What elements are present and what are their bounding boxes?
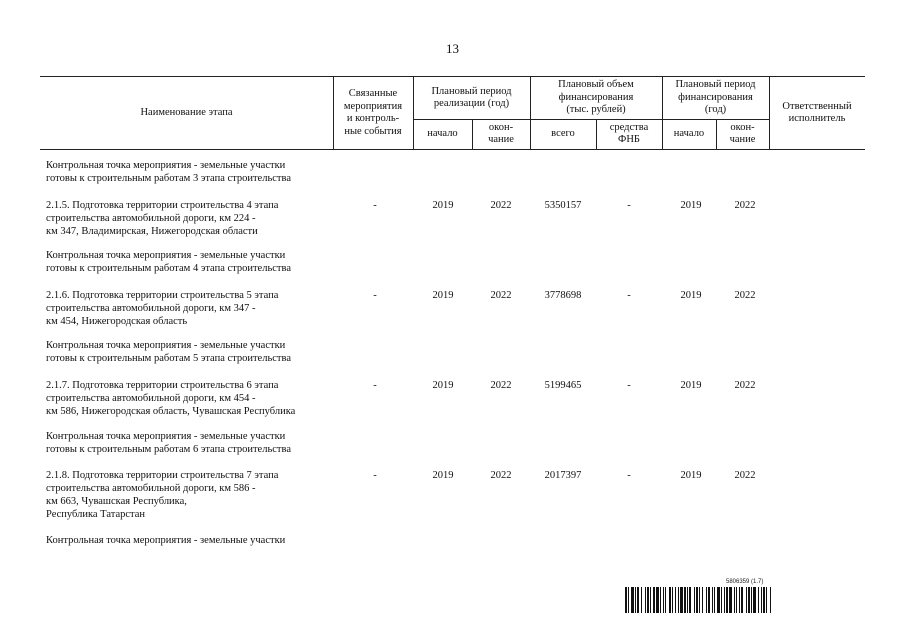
header-funding-fnb: средства ФНБ: [609, 121, 649, 145]
table-row-name: Контрольная точка мероприятия - земельные участки готовы к строительным работам 4 этапа строительства: [46, 250, 291, 274]
table-row-name: Контрольная точка мероприятия - земельные участки готовы к строительным работам 6 этапа строительства: [46, 431, 291, 455]
table-cell-fin-start: 2019: [680, 470, 702, 481]
header-fin-end: окон- чание: [729, 121, 756, 145]
table-cell-fin-end: 2022: [734, 290, 756, 301]
table-cell-end: 2022: [490, 380, 512, 391]
table-cell-end: 2022: [490, 290, 512, 301]
table-cell-related: -: [373, 470, 377, 481]
table-cell-fin-end: 2022: [734, 470, 756, 481]
table-cell-fin-end: 2022: [734, 200, 756, 211]
table-cell-start: 2019: [432, 200, 454, 211]
table-cell-fin-start: 2019: [680, 380, 702, 391]
table-cell-start: 2019: [432, 380, 454, 391]
table-cell-total: 5199465: [544, 380, 582, 391]
table-cell-end: 2022: [490, 470, 512, 481]
table-cell-total: 3778698: [544, 290, 582, 301]
page-number: 13: [446, 41, 459, 56]
table-row-name: Контрольная точка мероприятия - земельные участки: [46, 535, 286, 546]
header-responsible: Ответственный исполнитель: [782, 100, 852, 124]
table-cell-related: -: [373, 380, 377, 391]
table-row-name: 2.1.7. Подготовка территории строительства 6 этапа строительства автомобильной дороги, км 454 - км 586, Нижегородская область, Чувашская Республика: [46, 380, 296, 417]
barcode-caption: 5806359 (1.7): [726, 579, 764, 585]
table-cell-fnb: -: [627, 200, 631, 211]
table-row-name: 2.1.5. Подготовка территории строительства 4 этапа строительства автомобильной дороги, км 224 - км 347, Владимирская, Нижегородская области: [46, 200, 279, 237]
table-cell-related: -: [373, 290, 377, 301]
table-row-name: Контрольная точка мероприятия - земельные участки готовы к строительным работам 3 этапа строительства: [46, 160, 291, 184]
header-related: Связанные мероприятия и контроль- ные события: [343, 88, 403, 137]
table-cell-fin-end: 2022: [734, 380, 756, 391]
header-funding: Плановый объем финансирования (тыс. рублей): [558, 79, 634, 116]
table-cell-total: 2017397: [544, 470, 582, 481]
table-cell-fnb: -: [627, 380, 631, 391]
table-cell-total: 5350157: [544, 200, 582, 211]
table-row-name: 2.1.8. Подготовка территории строительства 7 этапа строительства автомобильной дороги, км 586 - км 663, Чувашская Республика, Республика Татарстан: [46, 470, 279, 520]
header-fin-period: Плановый период финансирования (год): [675, 79, 756, 116]
table-cell-fin-start: 2019: [680, 290, 702, 301]
table-cell-fnb: -: [627, 290, 631, 301]
table-cell-fin-start: 2019: [680, 200, 702, 211]
header-period: Плановый период реализации (год): [431, 85, 512, 109]
table-cell-end: 2022: [490, 200, 512, 211]
header-fin-start: начало: [673, 127, 705, 139]
table-row-name: Контрольная точка мероприятия - земельные участки готовы к строительным работам 5 этапа строительства: [46, 340, 291, 364]
table-cell-fnb: -: [627, 470, 631, 481]
barcode-image: [625, 587, 857, 613]
header-period-end: окон- чание: [488, 121, 514, 145]
header-funding-total: всего: [551, 127, 575, 139]
table-cell-related: -: [373, 200, 377, 211]
table-row-name: 2.1.6. Подготовка территории строительства 5 этапа строительства автомобильной дороги, км 347 - км 454, Нижегородская область: [46, 290, 279, 327]
header-period-start: начало: [427, 127, 458, 139]
table-cell-start: 2019: [432, 470, 454, 481]
table-cell-start: 2019: [432, 290, 454, 301]
header-name: Наименование этапа: [140, 106, 233, 118]
